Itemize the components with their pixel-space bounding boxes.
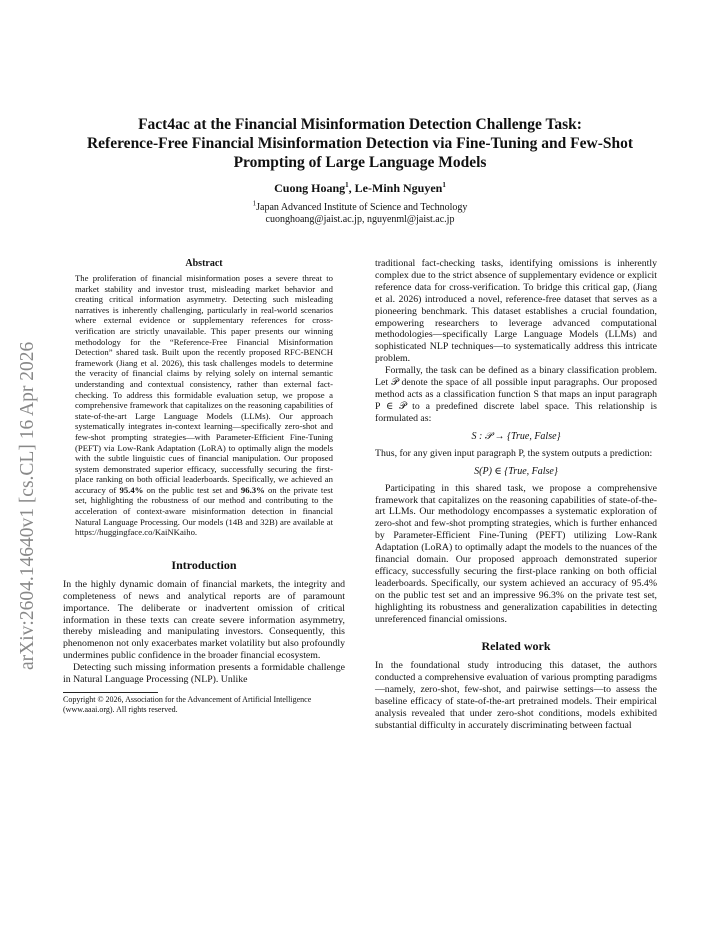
right-column xyxy=(375,258,657,732)
abstract-text-part: The proliferation of financial misinformation poses a severe threat to market stability and investor trust, misleading market behavior and creating critical information asymmetry. Detecting such misleading narratives is inherently challenging, particularly in real-world scenarios where external evidence or supplementary references for cross-verification are strictly unavailable. This paper presents our winning methodology for the “Reference-Free Financial Misinformation Detection” shared task. Built upon the recently proposed RFC-BENCH framework (Jiang et al. 2026), this task challenges models to determine the veracity of financial claims by relying solely on internal semantic understanding and contextual consistency, rather than external fact-checking. To address this formidable evaluation setup, we propose a comprehensive framework that capitalizes on the reasoning capabilities of state-of-the-art Large Language Models (LLMs). Our approach systematically integrates in-context learning—specifically zero-shot and few-shot prompting strategies—with Parameter-Efficient Fine-Tuning (PEFT) via Low-Rank Adaptation (LoRA) to optimally align the models with the subtle linguistic cues of financial manipulation. Our proposed system demonstrated superior efficacy, successfully securing the first-place ranking on both official leaderboards. Specifically, we achieved an accuracy of xyxy=(75,273,333,495)
body-paragraph: traditional fact-checking tasks, identifying omissions is inherently complex due to the strict absence of supplementary evidence or explicit reference data for cross-verification. To bridge this critical gap, (Jiang et al. 2026) introduced a novel, reference-free dataset that serves as a pioneering benchmark. This dataset establishes a crucial foundation, empowering researchers to leverage advanced computational methodologies—specifically Large Language Models (LLMs) and sophisticated NLP techniques—to systematically address this intricate problem. xyxy=(375,258,657,365)
abstract-heading: Abstract xyxy=(185,258,223,269)
affiliation-block xyxy=(60,199,660,226)
author-separator: , xyxy=(348,181,355,195)
author-affiliation-mark: 1 xyxy=(345,181,349,189)
title-line-3: Prompting of Large Language Models xyxy=(233,154,487,171)
author-name: Le-Minh Nguyen xyxy=(354,181,443,195)
related-work-heading: Related work xyxy=(481,639,551,654)
author-list xyxy=(60,181,660,196)
left-column xyxy=(63,258,345,715)
author-name: Cuong Hoang xyxy=(274,181,346,195)
equation-prediction: S(P) ∈ {True, False} xyxy=(474,465,558,477)
copyright-footnote: Copyright © 2026, Association for the Advancement of Artificial Intelligence (www.aaai.org). All rights reserved. xyxy=(63,695,312,714)
affiliation-mark: 1 xyxy=(252,199,257,208)
related-work-paragraph: In the foundational study introducing this dataset, the authors conducted a comprehensive evaluation of various prompting paradigms—namely, zero-shot, few-shot, and pairwise settings—to assess the baseline efficacy of state-of-the-art pretrained models. Their empirical analysis revealed that under zero-shot conditions, models exhibited substantial difficulty in accurately discriminating between factual xyxy=(375,660,657,731)
author-affiliation-mark: 1 xyxy=(442,181,446,189)
abstract-text-part: on the private test set, highlighting the robustness of our method and contributing to the acceleration of context-aware misinformation detection in financial Natural Language Processing. Our models (14B and 32B) are available at https://huggingface.co/KaiNKaiho. xyxy=(75,484,333,538)
introduction-paragraph: In the highly dynamic domain of financial markets, the integrity and completeness of news and analytical reports are of paramount importance. The deliberate or inadvertent omission of critical information in these texts can create severe information asymmetry, thereby misleading and manipulating investors. Consequently, this phenomenon not only exacerbates market volatility but also profoundly undermines public confidence in the broader financial ecosystem. xyxy=(63,578,345,662)
equation-classifier: S : 𝒫 → {True, False} xyxy=(471,430,561,442)
arxiv-identifier-text: arXiv:2604.14640v1 [cs.CL] 16 Apr 2026 xyxy=(17,341,38,670)
arxiv-identifier xyxy=(8,260,44,680)
title-line-1: Fact4ac at the Financial Misinformation Detection Challenge Task: xyxy=(138,116,582,133)
introduction-heading: Introduction xyxy=(171,557,237,572)
institution-name: Japan Advanced Institute of Science and Technology xyxy=(256,202,468,213)
task-definition-paragraph: Formally, the task can be defined as a binary classification problem. Let 𝒫 denote the space of all possible input paragraphs. Our proposed method acts as a classification function S that maps an input paragraph P ∈ 𝒫 to a predefined discrete label space. This relationship is formulated as: xyxy=(375,365,657,424)
title-line-2: Reference-Free Financial Misinformation Detection via Fine-Tuning and Few-Shot xyxy=(86,135,634,152)
paper-title xyxy=(60,115,660,172)
public-accuracy: 95.4% xyxy=(119,484,144,495)
introduction-paragraph: Detecting such missing information presents a formidable challenge in Natural Language Processing (NLP). Unlike xyxy=(63,662,345,686)
abstract-text xyxy=(75,273,333,538)
body-paragraph: Thus, for any given input paragraph P, the system outputs a prediction: xyxy=(375,447,653,459)
author-emails: cuonghoang@jaist.ac.jp, nguyenml@jaist.ac.jp xyxy=(265,214,455,225)
private-accuracy: 96.3% xyxy=(240,484,265,495)
body-paragraph: Participating in this shared task, we propose a comprehensive framework that capitalizes on the reasoning capabilities of state-of-the-art LLMs. Our methodology encompasses a systematic exploration of zero-shot and few-shot prompting strategies, which is further enhanced by Parameter-Efficient Fine-Tuning (PEFT) utilizing Low-Rank Adaptation (LoRA) to optimally adapt the models to the nuances of the financial domain. Our proposed approach demonstrated superior efficacy, successfully securing the first-place ranking on both official leaderboards. Specifically, our system achieved an accuracy of 95.4% on the public test set and an impressive 96.3% on the private test set, highlighting its robustness and generalization capabilities in detecting unreferenced financial omissions. xyxy=(375,482,657,625)
footnote-divider xyxy=(63,692,158,693)
abstract-text-part: on the public test set and xyxy=(143,484,241,495)
